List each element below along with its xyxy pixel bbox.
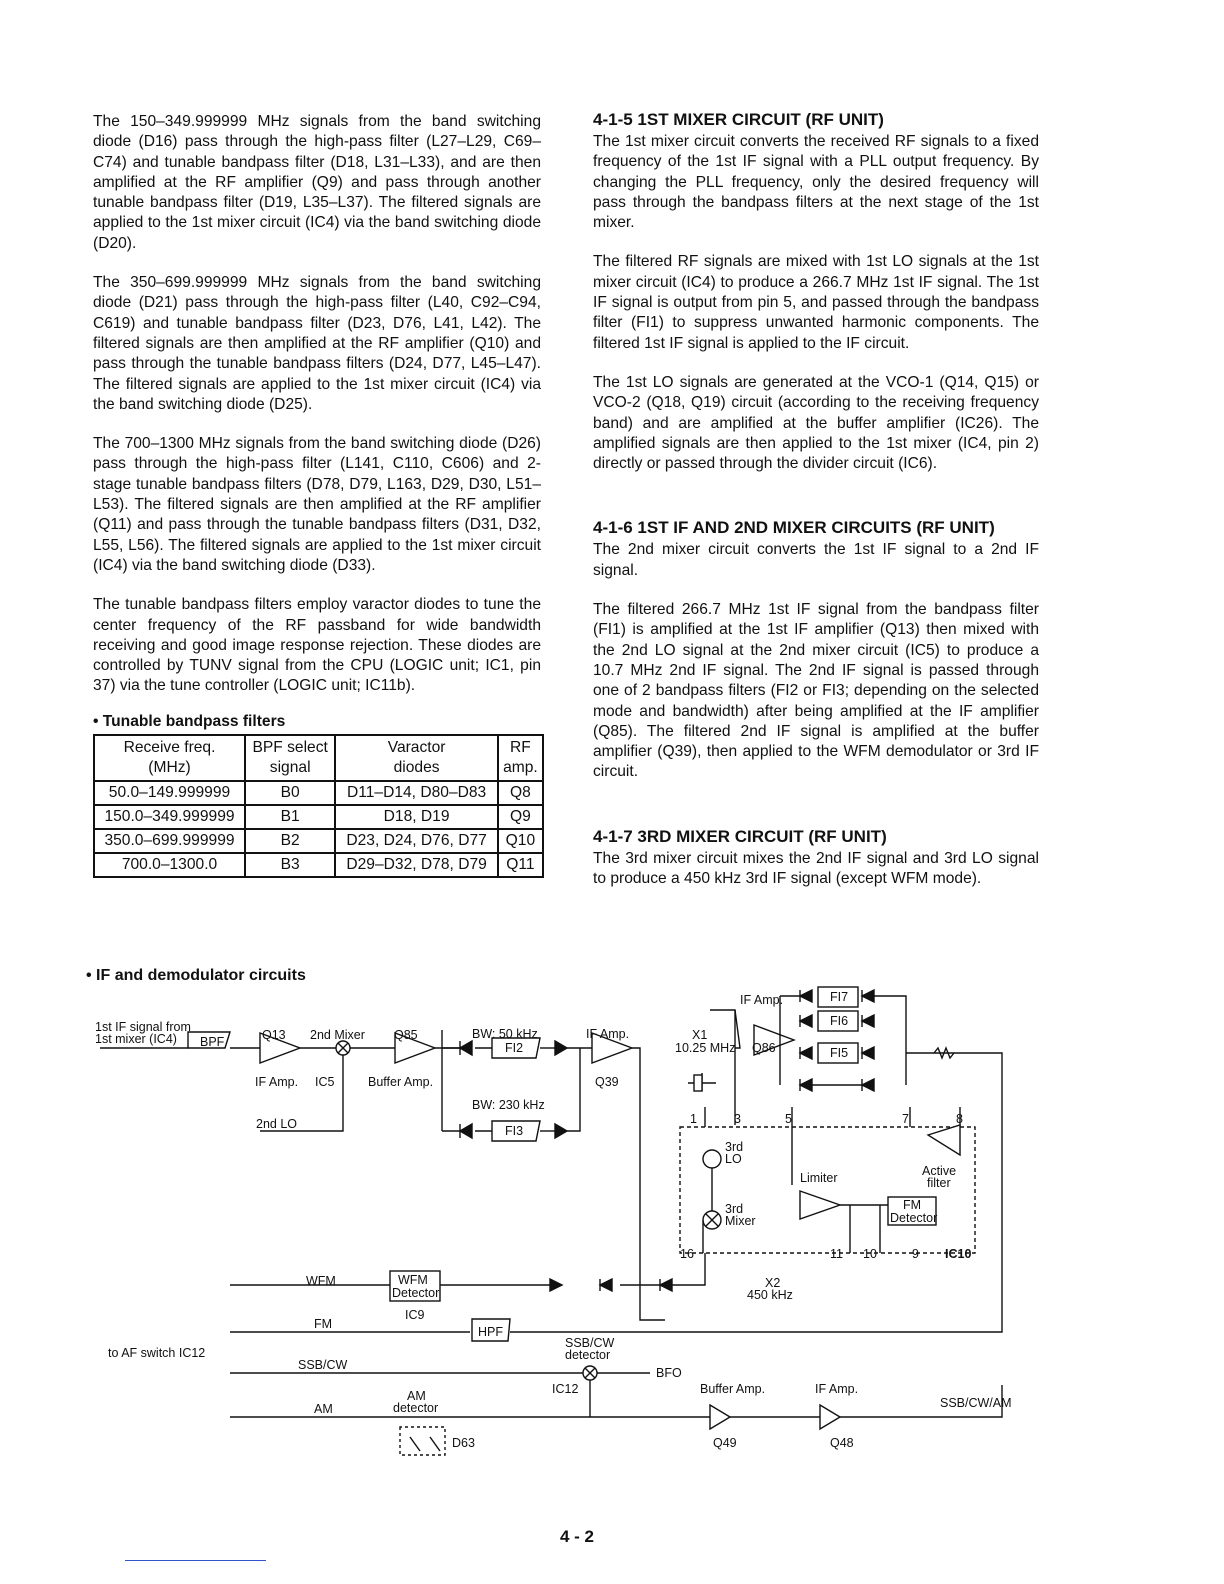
table-cell: B2 — [245, 829, 335, 853]
diagram-label: 10.25 MHz — [675, 1041, 736, 1055]
diagram-label: FI2 — [505, 1041, 524, 1055]
diagram-label: 3rd — [725, 1140, 744, 1154]
left-paragraph-2: The 350–699.999999 MHz signals from the band switching diode (D21) pass through the high-pass filter (L40, C92–C94, C619) and tunable bandpass filter (D23, D76, L41, L42). The filtered signals are then amplified at the RF amplifier (Q10) and pass through the tunable bandpass filters (D24, D77, L45–L47). The filtered signals are applied to the 1st mixer circuit (IC4) via the band switching diode (D25). — [93, 274, 541, 413]
header-cell: RF amp. — [498, 735, 543, 781]
diagram-label: IF Amp. — [255, 1075, 299, 1089]
diagram-label: to AF switch IC12 — [108, 1346, 206, 1360]
diagram-label: IF Amp. — [586, 1027, 630, 1041]
diagram-label: Q48 — [830, 1436, 854, 1450]
diagram-label: FM — [903, 1198, 922, 1212]
left-paragraph-3: The 700–1300 MHz signals from the band switching diode (D26) pass through the high-pass filter (L141, C110, C606) and 2-stage tunable bandpass filters (D78, D79, L163, D29, D30, L51–L53). The filtered signals are then amplified at the RF amplifier (Q11) and pass through the tunable bandpass filters (D31, D32, L55, L56). The filtered signals are applied to the 1st mixer circuit (IC4) via the band switching diode (D33). — [93, 435, 541, 574]
diagram-label: 3 — [734, 1112, 741, 1126]
diagram-label: FI6 — [830, 1014, 849, 1028]
diagram-label: BW: 230 kHz — [472, 1098, 545, 1112]
left-column — [93, 112, 541, 878]
bandpass-table — [93, 734, 544, 878]
diagram-label: Q13 — [262, 1028, 286, 1042]
diagram-label: Buffer Amp. — [700, 1382, 766, 1396]
diagram-label: Q39 — [595, 1075, 619, 1089]
diagram-label: WFM — [398, 1273, 428, 1287]
diagram-label: FI7 — [830, 990, 849, 1004]
right-paragraph-1: The 1st mixer circuit converts the received RF signals to a fixed frequency of the 1st IF signal with a PLL output frequency. By changing the PLL frequency, only the desired frequency will pass through the bandpass filters at the next stage of the 1st mixer. — [593, 133, 1039, 232]
diagram-label: AM — [407, 1389, 426, 1403]
table-cell: B3 — [245, 853, 335, 877]
diagram-label: IC9 — [405, 1308, 425, 1322]
table-cell: D18, D19 — [335, 805, 498, 829]
diagram-label: 2nd LO — [256, 1117, 298, 1131]
diagram-label: Limiter — [800, 1171, 838, 1185]
table-cell: 700.0–1300.0 — [94, 853, 245, 877]
page-number: 4 - 2 — [560, 1527, 595, 1546]
diagram-label: IC5 — [315, 1075, 335, 1089]
diagram-label: IF Amp. — [740, 993, 784, 1007]
diagram-label: IF Amp. — [815, 1382, 859, 1396]
right-paragraph-3: The 1st LO signals are generated at the VCO-1 (Q14, Q15) or VCO-2 (Q18, Q19) circuit (according to the receiving frequency band) and are amplified at the buffer amplifier (IC26). The amplified signals are then applied to the 1st mixer (IC4, pin 2) directly or passed through the divider circuit (IC6). — [593, 373, 1039, 473]
diagram-label: detector — [393, 1401, 439, 1415]
table-cell: Q11 — [498, 853, 543, 877]
right-paragraph-5: The filtered 266.7 MHz 1st IF signal from the bandpass filter (FI1) is amplified at the 1st IF amplifier (Q13) then mixed with the 2nd LO signal at the 2nd mixer circuit (IC5) to produce a 10.7 MHz 2nd IF signal. The 2nd IF signal is passed through one of 2 bandpass filters (FI2 or FI3; depending on the selected mode and bandwidth) after being amplified at the IF amplifier (Q85). The filtered 2nd IF signal is amplified at the buffer amplifier (Q39), then applied to the WFM demodulator or 3rd IF circuit. — [593, 601, 1039, 781]
diagram-label: 2nd Mixer — [310, 1028, 365, 1042]
diagram-label: X1 — [692, 1028, 708, 1042]
diagram-label: WFM — [306, 1274, 336, 1288]
diagram-label: D63 — [452, 1436, 475, 1450]
diagram-label: AM — [314, 1402, 333, 1416]
section-heading-416: 4-1-6 1ST IF AND 2ND MIXER CIRCUITS (RF UNIT) — [593, 518, 995, 538]
diagram-label: FI3 — [505, 1124, 524, 1138]
diagram-label: Buffer Amp. — [368, 1075, 434, 1089]
table-cell: Q10 — [498, 829, 543, 853]
right-paragraph-2: The filtered RF signals are mixed with 1st LO signals at the 1st mixer circuit (IC4) to produce a 266.7 MHz 1st IF signal. The 1st IF signal is output from pin 5, and passed through the bandpass filter (FI1) to suppress unwanted harmonic components. The filtered 1st IF signal is applied to the IF circuit. — [593, 253, 1039, 352]
diagram-label: Q49 — [713, 1436, 737, 1450]
diagram-label: SSB/CW — [298, 1358, 348, 1372]
diagram-label: 16 — [680, 1247, 694, 1261]
diagram-label: SSB/CW/AM — [940, 1396, 1012, 1410]
right-paragraph-4: The 2nd mixer circuit converts the 1st IF signal to a 2nd IF signal. — [593, 541, 1039, 579]
diagram-label: 3rd — [725, 1202, 744, 1216]
table-cell: D23, D24, D76, D77 — [335, 829, 498, 853]
table-cell: Q9 — [498, 805, 543, 829]
diagram-label: Q86 — [752, 1041, 776, 1055]
diagram-label: HPF — [478, 1325, 503, 1339]
diagram-label: 5 — [785, 1112, 792, 1126]
diagram-label: 7 — [902, 1112, 909, 1126]
table-row — [94, 805, 543, 829]
diagram-label: 8 — [956, 1112, 963, 1126]
table-cell: 50.0–149.999999 — [94, 781, 245, 805]
diagram-label: 1st mixer (IC4) — [95, 1032, 177, 1046]
table-cell: 150.0–349.999999 — [94, 805, 245, 829]
diagram-label: BFO — [656, 1366, 682, 1380]
diagram-label: FI5 — [830, 1046, 849, 1060]
diagram-label: FM — [314, 1317, 333, 1331]
diagram-label: BW: 50 kHz — [472, 1027, 538, 1041]
diagram-label: filter — [927, 1176, 951, 1190]
diagram-label: 1 — [690, 1112, 697, 1126]
right-paragraph-6: The 3rd mixer circuit mixes the 2nd IF signal and 3rd LO signal to produce a 450 kHz 3rd IF signal (except WFM mode). — [593, 849, 1039, 888]
diagram-label: Mixer — [725, 1214, 756, 1228]
header-cell: BPF select signal — [245, 735, 335, 781]
diagram-label: 450 kHz — [747, 1288, 793, 1302]
diagram-title: • IF and demodulator circuits — [86, 967, 306, 984]
diagram-label: 1st IF signal from — [95, 1020, 191, 1034]
table-row — [94, 781, 543, 805]
table-cell: D29–D32, D78, D79 — [335, 853, 498, 877]
diagram-label: IC12 — [552, 1382, 579, 1396]
diagram-label: SSB/CW — [565, 1336, 615, 1350]
if-demodulator-block-diagram — [80, 985, 1040, 1490]
diagram-label: X2 — [765, 1276, 781, 1290]
diagram-label: Active — [922, 1164, 957, 1178]
footer-rule — [125, 1560, 266, 1561]
diagram-label: Detector — [890, 1211, 938, 1225]
diagram-label: Detector — [392, 1286, 440, 1300]
table-row — [94, 829, 543, 853]
section-heading-415: 4-1-5 1ST MIXER CIRCUIT (RF UNIT) — [593, 110, 884, 129]
left-paragraph-4: The tunable bandpass filters employ varactor diodes to tune the center frequency of the RF passband for wide bandwidth receiving and good image response rejection. These diodes are controlled by TUNV signal from the CPU (LOGIC unit; IC1, pin 37) via the tune controller (LOGIC unit; IC11b). — [93, 596, 541, 695]
table-cell: Q8 — [498, 781, 543, 805]
diagram-label: BPF — [200, 1035, 225, 1049]
table-cell: D11–D14, D80–D83 — [335, 781, 498, 805]
diagram-label: LO — [725, 1152, 742, 1166]
header-cell: Receive freq. (MHz) — [94, 735, 245, 781]
diagram-label: 10 — [863, 1247, 877, 1261]
table-cell: B0 — [245, 781, 335, 805]
table-title: • Tunable bandpass filters — [93, 712, 286, 730]
section-heading-417: 4-1-7 3RD MIXER CIRCUIT (RF UNIT) — [593, 826, 887, 846]
diagram-label: Q85 — [394, 1028, 418, 1042]
table-cell: B1 — [245, 805, 335, 829]
table-cell: 350.0–699.999999 — [94, 829, 245, 853]
right-column — [593, 110, 1039, 908]
diagram-label: 11 — [830, 1247, 843, 1261]
table-header-row — [94, 735, 543, 781]
diagram-label: detector — [565, 1348, 611, 1362]
diagram-label: 9 — [912, 1247, 919, 1261]
diagram-label: IC10 — [945, 1247, 972, 1261]
table-row — [94, 853, 543, 877]
left-paragraph-1: The 150–349.999999 MHz signals from the band switching diode (D16) pass through the high-pass filter (L27–L29, C69–C74) and tunable bandpass filter (D18, L31–L33), and are then amplified at the RF amplifier (Q9) and pass through another tunable bandpass filter (D19, L35–L37). The filtered signals are applied to the 1st mixer circuit (IC4) via the band switching diode (D20). — [93, 113, 541, 252]
header-cell: Varactor diodes — [335, 735, 498, 781]
